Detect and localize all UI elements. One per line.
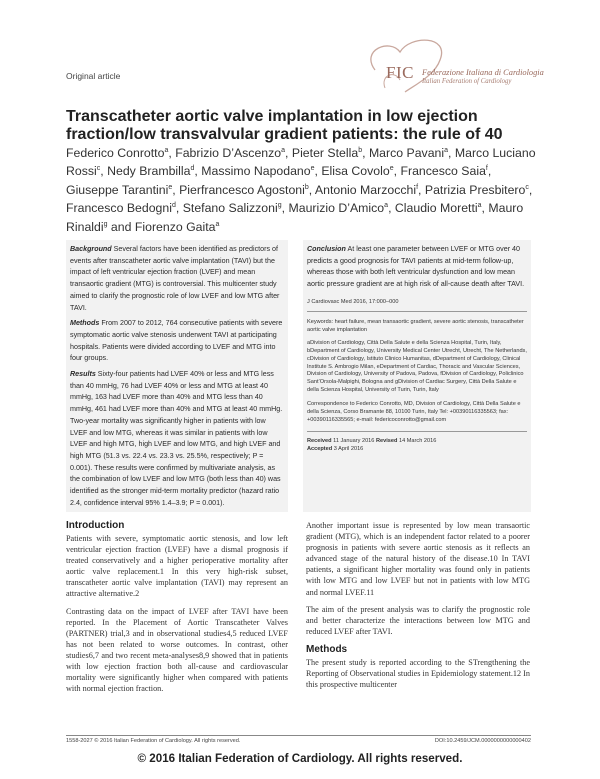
author-name: Patrizia Presbitero: [424, 182, 526, 197]
right-column-body: [306, 520, 530, 643]
introduction-heading: Introduction: [66, 520, 125, 531]
intro-paragraph-1: Patients with severe, symptomatic aortic stenosis, and low left ventricular ejection fraction (LVEF) have a dismal prognosis if treated conservatively and a higher perioperative mortality after aortic valve replacement.1 In this very high-risk subset, transcatheter aortic valve implantation (TAVI) may represent an attractive alternative.2: [66, 534, 288, 599]
article-type-label: Original article: [66, 71, 121, 81]
logo-abbr: FIC: [386, 63, 414, 82]
title-line-2: fraction/low transvalvular gradient patients: the rule of 40: [66, 126, 503, 143]
author-name: Marco Pavani: [368, 146, 445, 161]
abstract-background: [70, 244, 284, 314]
author-affiliation-mark: a: [164, 147, 169, 154]
received-dates: [307, 438, 527, 454]
author-name: Giuseppe Tarantini: [66, 182, 169, 197]
footer-doi: DOI:10.2459/JCM.0000000000000402: [434, 738, 531, 744]
methods-heading: Methods: [306, 644, 348, 655]
fic-logo: [355, 30, 544, 100]
author-name: Francesco Saia: [400, 164, 486, 179]
author-name: Francesco Bedogni: [66, 201, 172, 216]
revised-date: 14 March 2016: [399, 437, 437, 444]
author-affiliation-mark: e: [168, 183, 173, 191]
logo-org-name-en: Italian Federation of Cardiology: [422, 78, 512, 85]
author-affiliation-mark: c: [96, 165, 101, 173]
author-name: Elisa Covolo: [321, 164, 390, 179]
author-name: Marco Luciano Rossi: [66, 146, 536, 179]
background-text: Several factors have been identified as predictors of events after transcatheter aortic valve implantation (TAVI) but the impact of left ventricular ejection fraction (LVEF) and mean transaortic gradient (MTG) is controversial. This multicenter study aimed to clarify the prognostic role of low LVEF and low MTG after TAVI.: [70, 245, 280, 312]
received-date: 11 January 2016: [333, 437, 375, 444]
author-affiliation-mark: a: [281, 147, 286, 154]
author-name: Pieter Stella: [291, 146, 359, 161]
authors-and: and: [107, 219, 135, 234]
affiliations: aDivision of Cardiology, Città Della Salute e della Scienza Hospital, Turin, Italy, bDepartment of Cardiology, University Medical Center Utrecht, Utrecht, The Netherlands, cDivision of Cardiology, Istituto Clinico Humanitas, dDepartment of Cardiology, Clinical Institute S. Ambrogio Milan, eDepartment of Cardiac, Thoracic and Vascular Sciences, Division of Cardiology, University of Padova, Padova, fDivision of Cardiology, Policlinico Sant’Orsola-Malpighi, Bologna and gDivision of Cardiac Surgery, Città Della Salute e della Scienza Hospital, University of Turin, Turin, Italy: [307, 339, 527, 394]
author-affiliation-mark: a: [384, 202, 389, 210]
abstract-results: [70, 369, 284, 509]
author-name: Stefano Salizzoni: [182, 201, 278, 216]
author-affiliation-mark: b: [358, 147, 363, 154]
author-name: Maurizio D’Amico: [288, 201, 385, 216]
article-title: [66, 108, 546, 144]
background-heading: Background: [70, 245, 112, 253]
abstract-box-left: [66, 240, 288, 512]
author-affiliation-mark: e: [310, 165, 315, 173]
introduction-body: [66, 533, 288, 700]
author-affiliation-mark: d: [171, 202, 176, 210]
conclusion-heading: Conclusion: [307, 245, 346, 253]
accepted-date: 3 April 2016: [333, 445, 364, 452]
author-name: Antonio Marzocchi: [314, 182, 417, 197]
accepted-label: Accepted: [307, 445, 333, 452]
results-heading: Results: [70, 370, 96, 379]
author-list: Federico Conrotto$^a$, Fabrizio D’Ascenzo$^a$, Pieter Stella$^b$, Marco Pavani$^a$, Marco Luciano Rossi$^c$, Nedy Brambilla$^d$, Massimo Napodano$^e$, Elisa Covolo$^e$, Francesco Saia$^f$, Giuseppe Tarantini$^e$, Pierfrancesco Agostoni$^b$, Antonio Marzocchi$^f$, Patrizia Presbitero$^c$, Francesco Bedogni$^d$, Stefano Salizzoni$^g$, Maurizio D’Amico$^a$, Claudio Moretti$^a$, Mauro Rinaldi$^g$ and Fiorenzo Gaita$^a$: [66, 146, 536, 234]
author-affiliation-mark: d: [190, 165, 195, 173]
results-text: Sixty-four patients had LVEF 40% or less and MTG less than 40 mmHg, 76 had LVEF 40% or less and MTG at least 40 mmHg, 163 had LVEF more than 40% and MTG less than 40 mmHg, 461 had LVEF more than 40% and MTG at least 40 mmHg. Two-year mortality was significantly higher in patients with low LVEF and low MTG, whereas it was similar in patients with low LVEF and high MTG, high LVEF and low MTG, and high LVEF and high MTG (51.3 vs. 22.4 vs. 23.3 vs. 25.5%, respectively; P = 0.001). These results were confirmed by multivariate analysis, as the combination of low LVEF and low MTG (both less than 40) was identified as the stronger mid-term mortality predictor (hazard ratio 2.4, confidence interval 95% 1.4–3.9; P = 0.001).: [70, 370, 283, 507]
author-affiliation-mark: f: [416, 183, 419, 191]
abstract-conclusion: [307, 244, 527, 291]
footer-issn: 1558-2027 © 2016 Italian Federation of Cardiology. All rights reserved.: [66, 738, 241, 744]
author-name: Fabrizio D’Ascenzo: [175, 146, 282, 161]
methods-paragraph-1: The present study is reported according to the STrengthening the Reporting of Observational studies in Epidemiology statement.12 In this prospective multicenter: [306, 658, 530, 690]
right-paragraph-2: The aim of the present analysis was to clarify the prognostic role and better characterize the interactions between low MTG and reduced LVEF after TAVI.: [306, 604, 530, 636]
methods-abstract-text: From 2007 to 2012, 764 consecutive patients with severe symptomatic aortic valve stenosis underwent TAVI at participating hospitals. Patients were divided according to LVEF and MTG into four groups.: [70, 319, 283, 363]
author-name: Pierfrancesco Agostoni: [179, 182, 305, 197]
author-name: Claudio Moretti: [394, 201, 478, 216]
author-affiliation-mark: a: [444, 147, 449, 154]
author-affiliation-mark: a: [215, 220, 220, 228]
divider: [307, 431, 527, 432]
intro-paragraph-2: Contrasting data on the impact of LVEF after TAVI have been reported. In the Placement of Aortic Transcatheter Valves (PARTNER) trial,3 and in observational studies4,5 reduced LVEF has not been related to worse outcomes. In contrast, other studies6,7 and two recent meta-analyses8,9 showed that in patients with low ejection fraction both all-cause and cardiovascular mortality were significantly higher when compared with patients with normal ejection fraction.: [66, 606, 288, 694]
conclusion-text: At least one parameter between LVEF or MTG over 40 predicts a good prognosis for TAVI patients at mid-term follow-up, whereas those with both left ventricular dysfunction and low mean aortic pressure gradient are at high risk of all-cause death after TAVI.: [307, 245, 525, 289]
abstract-box-right: [303, 240, 531, 512]
correspondence: Correspondence to Federico Conrotto, MD, Division of Cardiology, Città Della Salute e della Scienza, Corso Bramante 88, 10100 Turin, Italy Tel: +00390116335563; fax: +00390116335565; e-mail: federicoconrotto@gmail.com: [307, 401, 521, 423]
copyright-banner: © 2016 Italian Federation of Cardiology. All rights reserved.: [137, 752, 463, 765]
logo-org-name: Federazione Italiana di Cardiologia: [422, 68, 544, 77]
heart-logo-icon: [355, 30, 525, 100]
divider: [307, 311, 527, 312]
revised-label: Revised: [375, 437, 398, 444]
author-affiliation-mark: g: [277, 202, 282, 210]
author-name: Fiorenzo Gaita: [134, 219, 216, 234]
author-affiliation-mark: e: [389, 165, 394, 173]
author-name: Federico Conrotto: [66, 146, 165, 161]
methods-abstract-heading: Methods: [70, 319, 100, 328]
abstract-methods: [70, 318, 284, 365]
journal-citation: J Cardiovasc Med 2016, 17:000–000: [307, 298, 399, 305]
author-name: Mauro Rinaldi: [66, 201, 524, 234]
author-affiliation-mark: b: [304, 183, 309, 191]
keywords: Keywords: heart failure, mean transaortic gradient, severe aortic stenosis, transcatheter aortic valve implantation: [307, 318, 524, 333]
author-affiliation-mark: a: [477, 202, 482, 210]
author-name: Massimo Napodano: [201, 164, 311, 179]
author-affiliation-mark: c: [525, 183, 529, 191]
author-name: Nedy Brambilla: [107, 164, 191, 179]
right-paragraph-1: Another important issue is represented by low mean transaortic gradient (MTG), which is an independent factor related to a poorer prognosis in patients with severe aortic stenosis as it reflects an advanced stage of the natural history of the disease.10 In TAVI patients, a significant higher mortality was found only in patients with low MTG and low LVEF but not in patients with low MTG and normal LVEF.11: [306, 521, 530, 597]
methods-body: [306, 657, 530, 696]
author-affiliation-mark: g: [103, 220, 108, 228]
title-line-1: Transcatheter aortic valve implantation in low ejection: [66, 108, 478, 125]
footer-rule: [66, 735, 531, 736]
author-affiliation-mark: f: [485, 165, 488, 173]
received-label: Received: [307, 437, 332, 444]
